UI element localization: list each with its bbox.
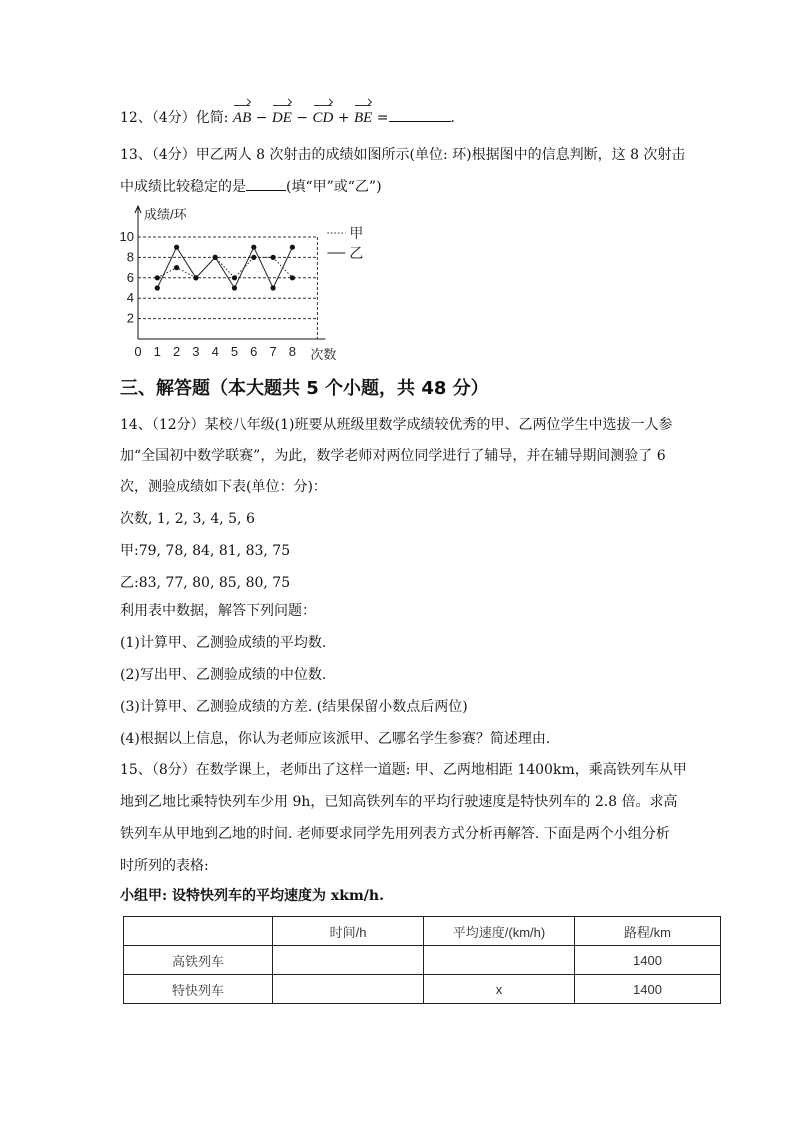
q13-line2-a: 中成绩比较稳定的是 bbox=[120, 179, 246, 195]
q13-line2-b: (填“甲”或“乙”) bbox=[286, 179, 382, 195]
x-tick-label: 1 bbox=[153, 344, 161, 359]
q14-row-yi: 乙:83, 77, 80, 85, 80, 75 bbox=[120, 575, 291, 591]
table-cell: 高铁列车 bbox=[124, 946, 273, 975]
table-cell[interactable] bbox=[273, 946, 424, 975]
data-point-乙 bbox=[251, 245, 256, 250]
q15-line2: 地到乙地比乘特快列车少用 9h，已知高铁列车的平均行驶速度是特快列车的 2.8 倍。求高 bbox=[120, 794, 678, 810]
data-point-甲 bbox=[290, 275, 295, 280]
q12-eq: = bbox=[376, 110, 389, 126]
table-cell[interactable] bbox=[273, 975, 424, 1004]
q14-intro: 利用表中数据，解答下列问题： bbox=[120, 603, 316, 619]
data-point-甲 bbox=[251, 255, 256, 260]
q15-line4: 时所列的表格: bbox=[120, 858, 209, 874]
table-row bbox=[124, 975, 721, 1004]
table-header-row bbox=[124, 917, 721, 946]
table-header-cell: 路程/km bbox=[575, 917, 721, 946]
shooting-scores-chart bbox=[120, 200, 380, 365]
data-point-甲 bbox=[174, 265, 179, 270]
q14-part2: (2)写出甲、乙测验成绩的中位数. bbox=[120, 667, 327, 683]
q12-answer-blank[interactable] bbox=[389, 107, 451, 122]
data-point-乙 bbox=[174, 245, 179, 250]
y-tick-label: 10 bbox=[120, 229, 134, 244]
q15-analysis-table bbox=[123, 916, 721, 1004]
table-cell: 1400 bbox=[575, 946, 721, 975]
q15-line1: 15、（8分）在数学课上，老师出了这样一道题: 甲、乙两地相距 1400km，乘高铁列车从甲 bbox=[120, 762, 687, 778]
table-cell[interactable] bbox=[424, 946, 575, 975]
vector-cd: CD bbox=[312, 110, 334, 126]
legend-label: 甲 bbox=[349, 225, 364, 241]
data-point-甲 bbox=[232, 275, 237, 280]
legend-label: 乙 bbox=[349, 245, 364, 261]
table-cell: x bbox=[424, 975, 575, 1004]
y-tick-label: 6 bbox=[126, 269, 134, 285]
q12-prefix: 12、（4分）化简: bbox=[120, 110, 229, 126]
q13-line1: 13、（4分）甲乙两人 8 次射击的成绩如图所示(单位: 环)根据图中的信息判断，这 8 次射击 bbox=[120, 147, 686, 163]
data-point-甲 bbox=[271, 255, 276, 260]
q12-op1: − bbox=[255, 110, 268, 126]
q13-answer-blank[interactable] bbox=[246, 176, 286, 191]
table-cell: 特快列车 bbox=[124, 975, 273, 1004]
data-point-乙 bbox=[232, 285, 237, 290]
y-tick-label: 8 bbox=[126, 249, 134, 265]
data-point-乙 bbox=[290, 245, 295, 250]
data-point-乙 bbox=[213, 255, 218, 260]
x-tick-label: 2 bbox=[172, 344, 181, 359]
data-point-乙 bbox=[271, 285, 276, 290]
q12-line bbox=[120, 107, 455, 128]
q14-line1: 14、（12分）某校八年级(1)班要从班级里数学成绩较优秀的甲、乙两位学生中选拔一人参 bbox=[120, 417, 673, 433]
q13-line2 bbox=[120, 176, 382, 197]
q14-part3: (3)计算甲、乙测验成绩的方差. (结果保留小数点后两位) bbox=[120, 699, 468, 715]
x-tick-label: 3 bbox=[192, 344, 200, 359]
y-axis-title: 成绩/环 bbox=[144, 207, 187, 222]
q14-row-jia: 甲:79, 78, 84, 81, 83, 75 bbox=[120, 543, 291, 559]
q15-line3: 铁列车从甲地到乙地的时间. 老师要求同学先用列表方式分析再解答. 下面是两个小组分析 bbox=[120, 826, 670, 842]
q15-group-jia: 小组甲: 设特快列车的平均速度为 xkm/h. bbox=[120, 888, 384, 904]
table-cell: 1400 bbox=[575, 975, 721, 1004]
y-tick-label: 2 bbox=[126, 310, 134, 326]
q14-part4: (4)根据以上信息，你认为老师应该派甲、乙哪名学生参赛？简述理由. bbox=[120, 731, 551, 747]
vector-be: BE bbox=[354, 110, 373, 126]
q12-end: . bbox=[450, 110, 455, 126]
vector-ab: AB bbox=[232, 110, 252, 126]
y-tick-label: 4 bbox=[126, 290, 134, 306]
q12-op2: − bbox=[296, 110, 309, 126]
x-tick-label: 8 bbox=[288, 344, 297, 359]
x-tick-label: 6 bbox=[250, 344, 258, 359]
x-tick-label: 4 bbox=[211, 344, 219, 359]
data-point-乙 bbox=[193, 275, 198, 280]
table-header-cell: 平均速度/(km/h) bbox=[424, 917, 575, 946]
table-row bbox=[124, 946, 721, 975]
x-tick-label: 7 bbox=[269, 344, 277, 359]
q14-part1: (1)计算甲、乙测验成绩的平均数. bbox=[120, 635, 327, 651]
q12-op3: + bbox=[337, 110, 350, 126]
q14-row-count: 次数, 1, 2, 3, 4, 5, 6 bbox=[120, 511, 255, 527]
data-point-甲 bbox=[155, 275, 160, 280]
table-header-cell bbox=[124, 917, 273, 946]
x-tick-label: 0 bbox=[134, 344, 142, 359]
q14-line2: 加“全国初中数学联赛”，为此，数学老师对两位同学进行了辅导，并在辅导期间测验了 6 bbox=[120, 448, 666, 464]
x-axis-title: 次数 bbox=[310, 347, 337, 362]
data-point-乙 bbox=[155, 285, 160, 290]
section-3-title: 三、解答题（本大题共 5 个小题，共 48 分） bbox=[120, 378, 489, 399]
q14-line3: 次，测验成绩如下表(单位：分)： bbox=[120, 479, 327, 495]
x-tick-label: 5 bbox=[230, 344, 239, 359]
vector-de: DE bbox=[271, 110, 292, 126]
table-header-cell: 时间/h bbox=[273, 917, 424, 946]
